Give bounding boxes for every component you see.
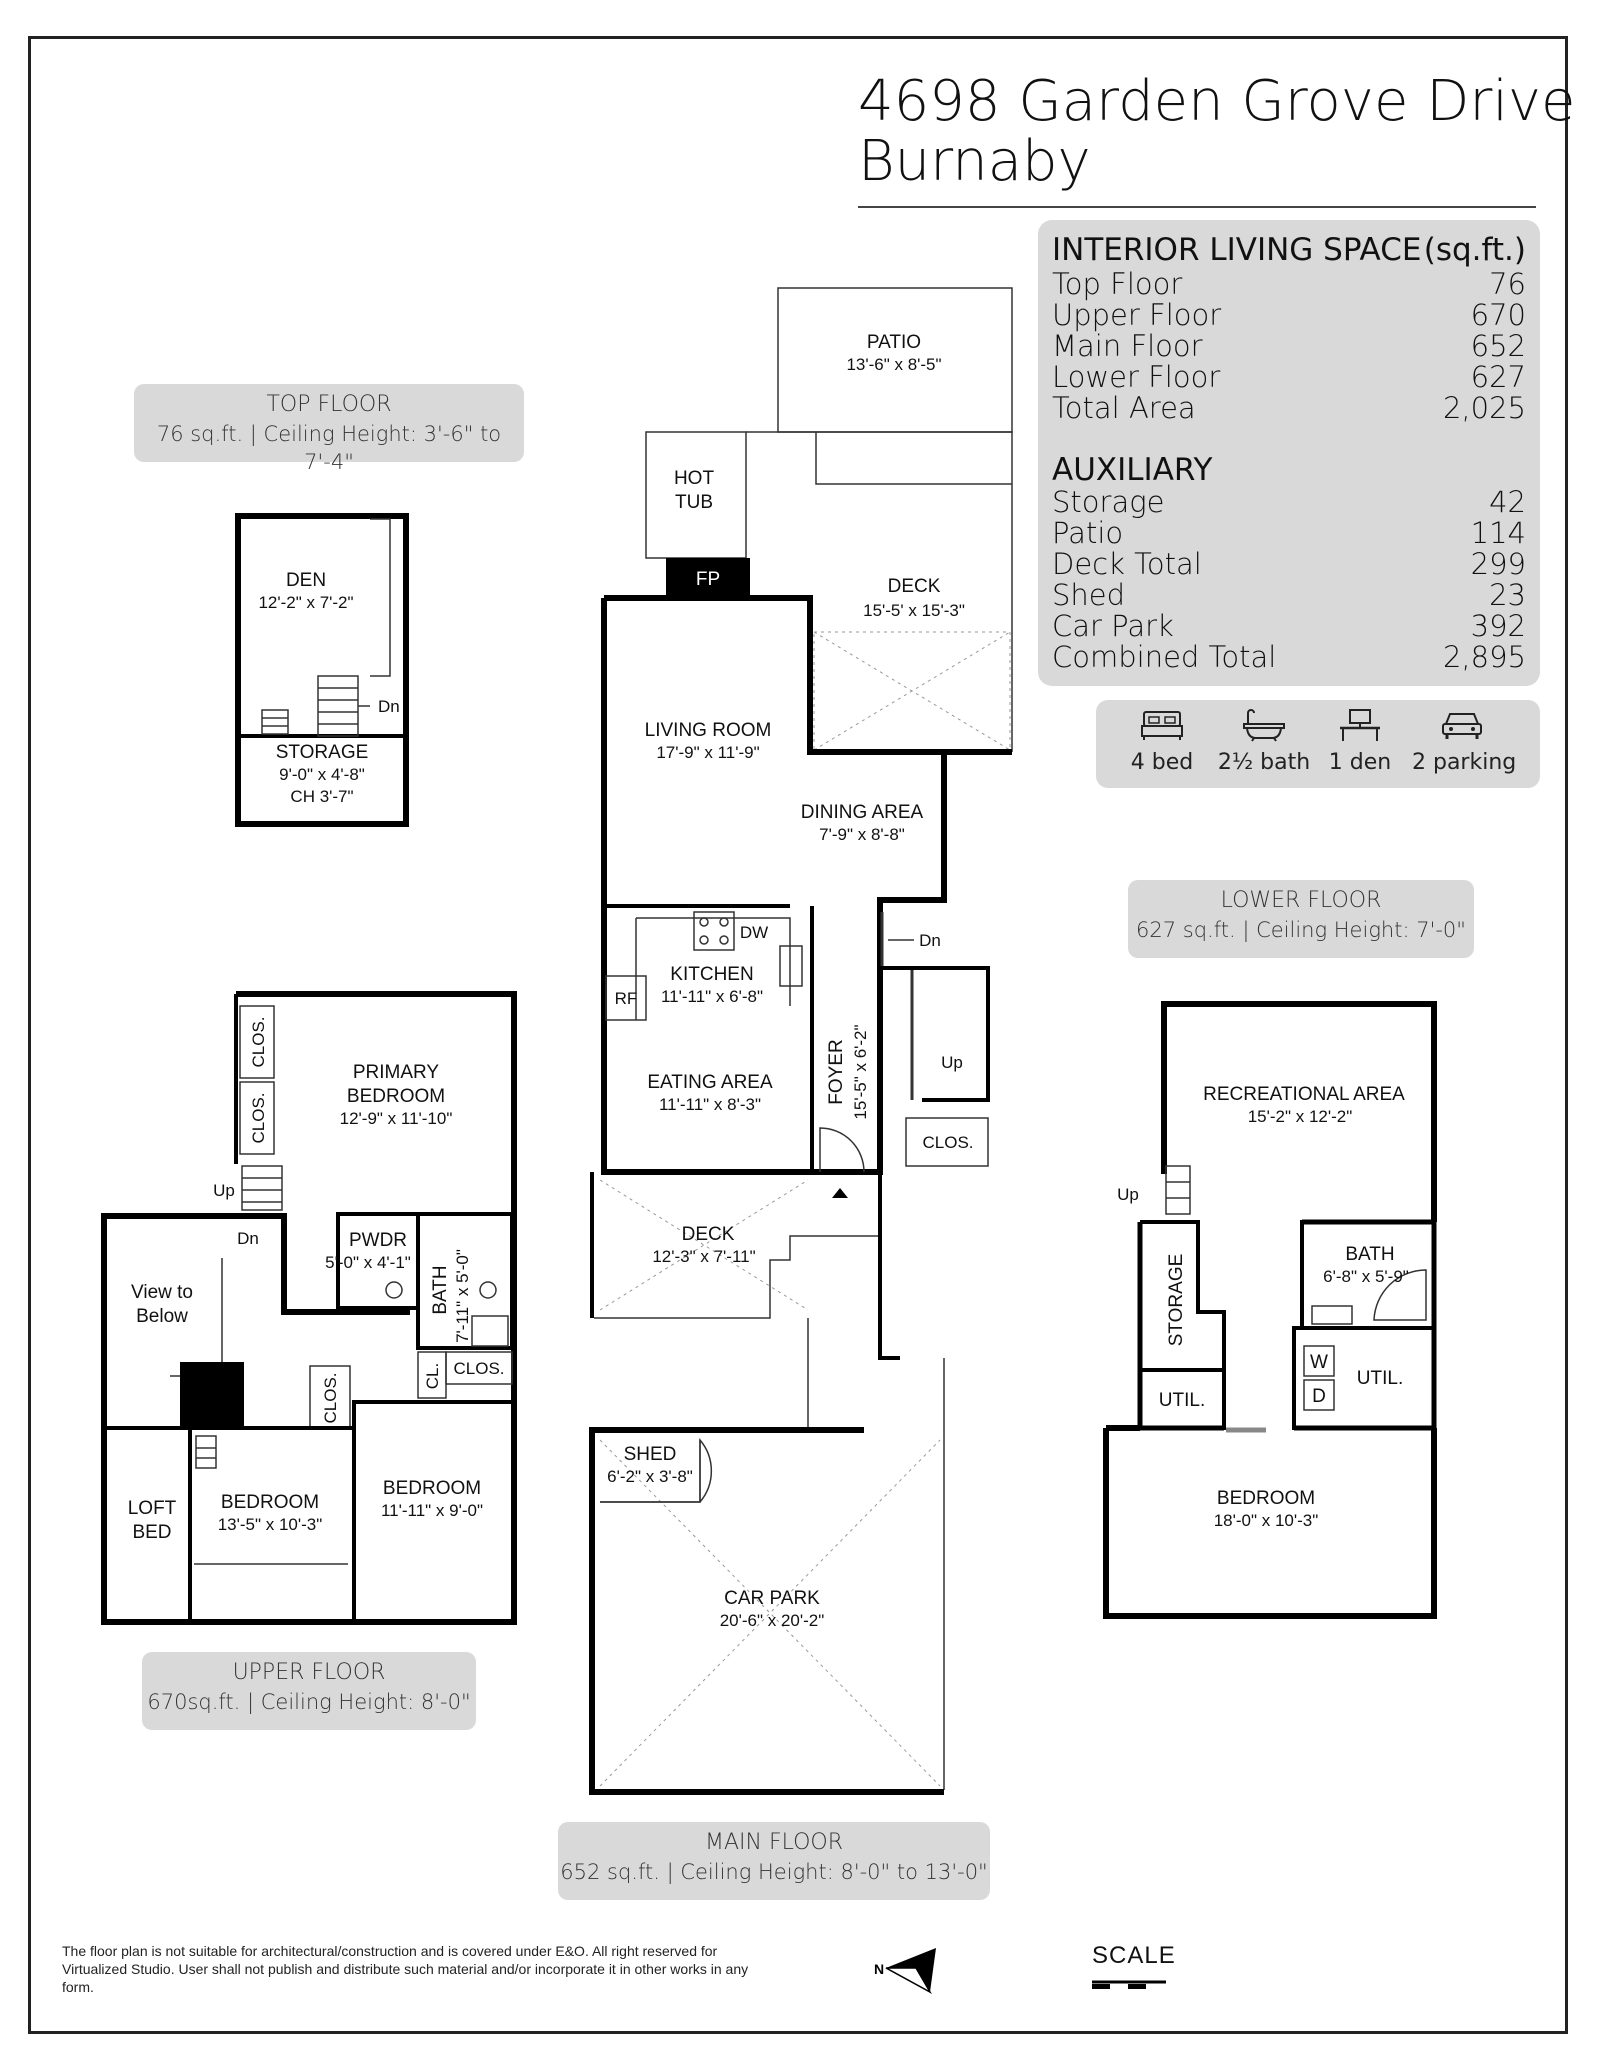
feature-label: 2 parking: [1412, 750, 1517, 775]
interior-title: INTERIOR LIVING SPACE: [1052, 232, 1422, 268]
area-value: 627: [1470, 360, 1526, 394]
upper-deck-dims: 15'-5' x 15'-3": [863, 601, 965, 620]
area-value: 652: [1470, 329, 1526, 363]
washer-label: W: [1310, 1352, 1328, 1373]
patio-dims: 13'-6" x 8'-5": [846, 355, 942, 374]
bedroom-label: BEDROOM: [220, 1492, 320, 1513]
living-room-dims: 17'-9" x 11'-9": [656, 743, 760, 762]
area-value: 23: [1489, 578, 1526, 612]
upper-floor-plan: [104, 994, 514, 1622]
recreational-area-dims: 15'-2" x 12'-2": [1247, 1107, 1353, 1126]
dining-area-dims: 7'-9" x 8'-8": [819, 825, 905, 844]
north-arrow-icon: [874, 1948, 936, 1992]
feature-label: 2½ bath: [1217, 750, 1311, 775]
floor-name: UPPER FLOOR: [232, 1660, 386, 1685]
eating-area-label: EATING AREA: [647, 1072, 773, 1093]
closet-label: CLOS.: [453, 1359, 505, 1378]
shed-dims: 6'-2" x 3'-8": [607, 1467, 693, 1486]
floor-name: MAIN FLOOR: [704, 1830, 843, 1855]
stair-down-label: Dn: [378, 697, 400, 716]
feature-label: 4 bed: [1130, 750, 1194, 775]
loft-label-1: LOFT: [127, 1498, 177, 1519]
closet-label: CLOS.: [321, 1372, 340, 1424]
den-dims: 12'-2" x 7'-2": [258, 593, 354, 612]
lower-deck-label: DECK: [681, 1224, 735, 1245]
stair-up-label: Up: [1117, 1185, 1139, 1204]
dryer-label: D: [1312, 1386, 1326, 1407]
floor-info: 627 sq.ft. | Ceiling Height: 7'-0": [1136, 918, 1466, 942]
area-label: Storage: [1052, 485, 1165, 519]
area-value: 42: [1489, 485, 1526, 519]
closet-label: CLOS.: [922, 1133, 974, 1152]
closet-label: CLOS.: [249, 1092, 268, 1144]
eating-area-dims: 11'-11" x 8'-3": [658, 1095, 762, 1114]
fireplace-label: FP: [695, 569, 721, 590]
disclaimer-text: The floor plan is not suitable for architectural/construction and is covered under E&O. All right reserved for Virtualized Studio. User shall not publish and distribute such material and/or incorporate it in other works in any form.: [62, 1943, 749, 1995]
address-line-1: 4698 Garden Grove Drive: [858, 69, 1576, 134]
interior-unit: (sq.ft.): [1423, 232, 1526, 268]
area-value: 670: [1470, 298, 1526, 332]
closet-small-label: CL.: [423, 1362, 442, 1390]
area-label: Car Park: [1052, 609, 1174, 643]
area-value: 76: [1489, 267, 1526, 301]
area-label: Deck Total: [1052, 547, 1202, 581]
area-label: Patio: [1052, 516, 1124, 550]
recreational-area-label: RECREATIONAL AREA: [1203, 1084, 1405, 1105]
lower-floor-plan: [1106, 1004, 1434, 1616]
primary-bedroom-label-2: BEDROOM: [346, 1086, 446, 1107]
loft-label-2: BED: [132, 1522, 172, 1543]
floor-info: 76 sq.ft. | Ceiling Height: 3'-6" to 7'-4": [156, 422, 502, 474]
hot-tub-label-1: HOT: [673, 468, 715, 489]
scale-label: SCALE: [1092, 1942, 1176, 1969]
bedroom-label: BEDROOM: [1216, 1488, 1316, 1509]
living-room-label: LIVING ROOM: [644, 720, 772, 741]
scale-bar: [1092, 1982, 1166, 1989]
bath-dims: 6'-8" x 5'-9": [1323, 1267, 1409, 1286]
area-value: 2,895: [1442, 640, 1526, 674]
bath-dims: 7'-11" x 5'-0": [453, 1249, 472, 1343]
lower-deck-dims: 12'-3" x 7'-11": [652, 1247, 756, 1266]
area-label: Shed: [1052, 578, 1126, 612]
area-value: 114: [1470, 516, 1526, 550]
feature-label: 1 den: [1328, 750, 1392, 775]
entry-arrow-icon: [832, 1188, 848, 1198]
stair-down-label: Dn: [919, 931, 941, 950]
floor-info: 670sq.ft. | Ceiling Height: 8'-0": [147, 1690, 471, 1714]
car-park-dims: 20'-6" x 20'-2": [719, 1611, 825, 1630]
view-to-below-label-1: View to: [131, 1282, 193, 1303]
foyer-dims: 15'-5" x 6'-2": [851, 1024, 870, 1120]
bedroom-dims: 18'-0" x 10'-3": [1213, 1511, 1319, 1530]
utility-label: UTIL.: [1158, 1390, 1206, 1411]
floor-name: LOWER FLOOR: [1220, 888, 1382, 913]
powder-room-label: PWDR: [348, 1230, 408, 1251]
storage-dims: 9'-0" x 4'-8": [279, 765, 365, 784]
closet-label: CLOS.: [249, 1016, 268, 1068]
car-park-label: CAR PARK: [724, 1588, 820, 1609]
area-label: Lower Floor: [1052, 360, 1221, 394]
stair-up-label: Up: [213, 1181, 235, 1200]
area-label: Main Floor: [1052, 329, 1203, 363]
den-label: DEN: [285, 570, 327, 591]
primary-bedroom-dims: 12'-9" x 11'-10": [339, 1109, 453, 1128]
area-label: Top Floor: [1052, 267, 1183, 301]
view-to-below-label-2: Below: [136, 1306, 188, 1327]
area-label: Combined Total: [1052, 640, 1277, 674]
area-label: Total Area: [1052, 391, 1196, 425]
auxiliary-title: AUXILIARY: [1052, 452, 1213, 488]
main-floor-plan: [592, 288, 1012, 1792]
dishwasher-label: DW: [739, 923, 769, 942]
area-value: 2,025: [1442, 391, 1526, 425]
storage-ceiling: CH 3'-7": [290, 787, 354, 806]
compass-label: N: [874, 1961, 885, 1977]
bedroom-dims: 13'-5" x 10'-3": [217, 1515, 323, 1534]
stair-down-label: Dn: [237, 1229, 259, 1248]
utility-label: UTIL.: [1356, 1368, 1404, 1389]
patio-label: PATIO: [866, 332, 922, 353]
top-floor-plan: [238, 516, 406, 824]
area-value: 392: [1470, 609, 1526, 643]
bath-label: BATH: [1345, 1244, 1395, 1265]
shed-label: SHED: [623, 1444, 677, 1465]
address-line-2: Burnaby: [858, 129, 1091, 194]
area-value: 299: [1470, 547, 1526, 581]
primary-bedroom-label-1: PRIMARY: [352, 1062, 440, 1083]
hot-tub-label-2: TUB: [675, 492, 713, 513]
dining-area-label: DINING AREA: [800, 802, 924, 823]
upper-deck-label: DECK: [887, 576, 941, 597]
bedroom-label: BEDROOM: [382, 1478, 482, 1499]
floor-name: TOP FLOOR: [266, 392, 392, 417]
chimney: [180, 1362, 244, 1426]
bath-label: BATH: [430, 1265, 451, 1315]
powder-room-dims: 5'-0" x 4'-1": [325, 1253, 411, 1272]
foyer-label: FOYER: [826, 1039, 847, 1105]
fridge-label: RF: [614, 989, 638, 1008]
stair-up-label: Up: [941, 1053, 963, 1072]
storage-label: STORAGE: [1166, 1253, 1187, 1347]
area-label: Upper Floor: [1052, 298, 1222, 332]
storage-label: STORAGE: [275, 742, 369, 763]
kitchen-label: KITCHEN: [670, 964, 754, 985]
kitchen-dims: 11'-11" x 6'-8": [660, 987, 764, 1006]
bedroom-dims: 11'-11" x 9'-0": [380, 1501, 484, 1520]
floor-info: 652 sq.ft. | Ceiling Height: 8'-0" to 13'-0": [560, 1860, 988, 1884]
